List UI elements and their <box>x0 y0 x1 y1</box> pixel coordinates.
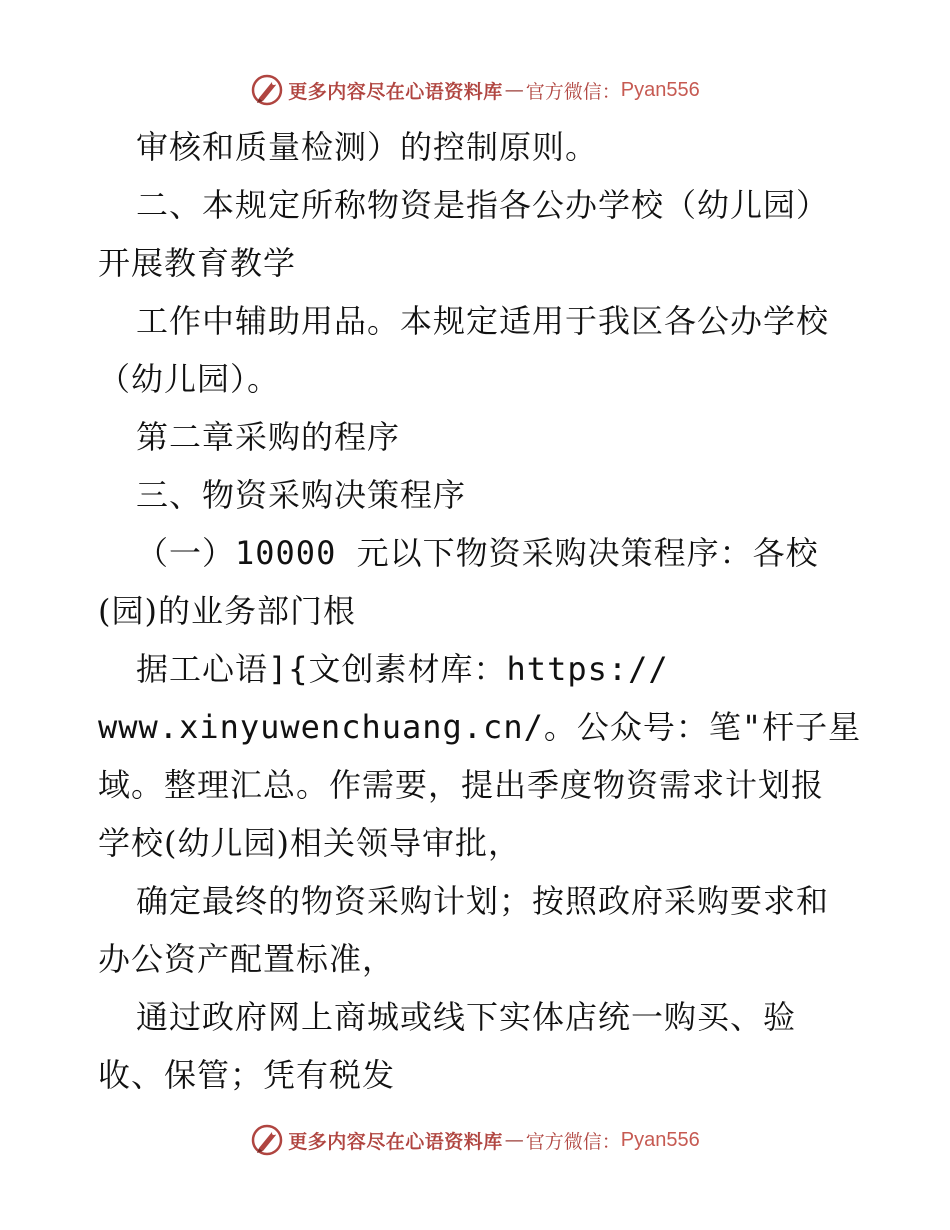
text-line: 据工心语]{文创素材库：https:// <box>136 650 669 688</box>
text-line: 工作中辅助用品。本规定适用于我区各公办学校 <box>136 302 830 340</box>
text-line: 收、保管；凭有税发 <box>98 1056 396 1094</box>
document-body <box>98 118 862 1104</box>
text-line: 开展教育教学 <box>98 244 297 282</box>
text-line: (园)的业务部门根 <box>98 592 356 630</box>
watermark-separator: — <box>504 79 524 101</box>
watermark-wechat-handle: Pyan556 <box>620 78 700 101</box>
text-line: 第二章采购的程序 <box>136 418 401 456</box>
watermark-wechat-label: 官方微信： <box>525 80 621 103</box>
watermark-wechat-label: 官方微信： <box>525 1130 621 1153</box>
watermark-banner-top <box>0 70 950 110</box>
watermark-banner-bottom <box>0 1120 950 1160</box>
text-line: （一）10000 元以下物资采购决策程序：各校 <box>136 534 819 572</box>
text-line: 审核和质量检测）的控制原则。 <box>136 128 599 166</box>
watermark-site-text: 更多内容尽在心语资料库 <box>288 1130 503 1153</box>
text-line: 域。整理汇总。作需要，提出季度物资需求计划报 <box>98 766 825 804</box>
text-line: 二、本规定所称物资是指各公办学校（幼儿园） <box>136 186 830 224</box>
watermark-separator: — <box>504 1129 524 1151</box>
watermark-wechat-handle: Pyan556 <box>620 1128 700 1151</box>
watermark-site-text: 更多内容尽在心语资料库 <box>288 80 503 103</box>
text-line: （幼儿园）。 <box>98 360 281 398</box>
pen-circle-logo-icon <box>250 1123 284 1157</box>
text-line: 学校(幼儿园)相关领导审批， <box>98 824 521 862</box>
text-line: 三、物资采购决策程序 <box>136 476 467 514</box>
text-line: 确定最终的物资采购计划；按照政府采购要求和 <box>136 882 830 920</box>
text-line: 办公资产配置标准， <box>98 940 396 978</box>
text-line: www.xinyuwenchuang.cn/。公众号：笔"杆子星 <box>98 708 862 746</box>
text-line: 通过政府网上商城或线下实体店统一购买、验 <box>136 998 797 1036</box>
pen-circle-logo-icon <box>250 73 284 107</box>
